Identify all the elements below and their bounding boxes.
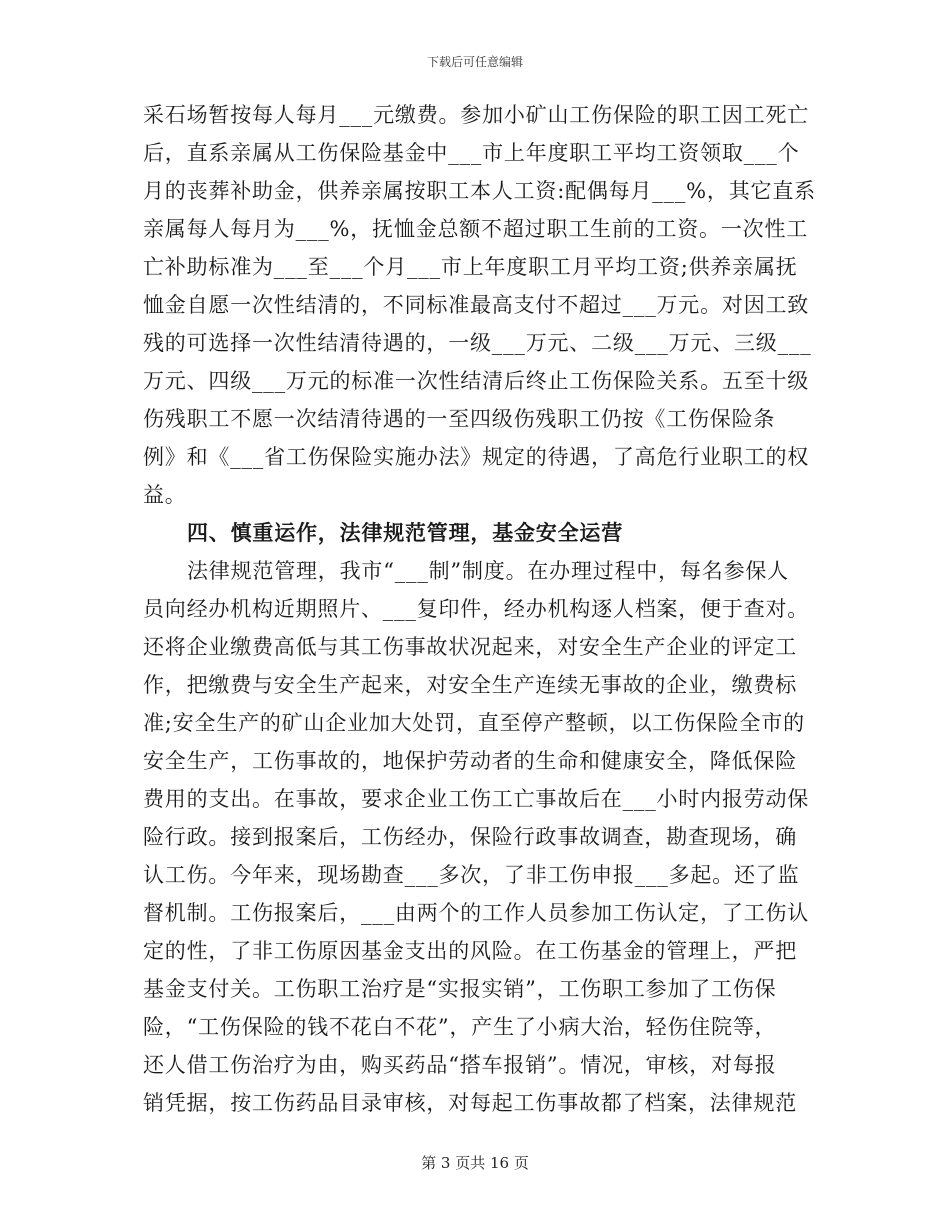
text-line: 亡补助标准为___至___个月___市上年度职工月平均工资;供养亲属抚 bbox=[143, 255, 798, 279]
text-line: 伤残职工不愿一次结清待遇的一至四级伤残职工仍按《工伤保险条 bbox=[143, 407, 776, 431]
text-line: 督机制。工伤报案后，___由两个的工作人员参加工伤认定，了工伤认 bbox=[143, 901, 810, 925]
text-line: 认工伤。今年来，现场勘查___多次，了非工伤申报___多起。还了监 bbox=[143, 863, 800, 887]
text-line: 作，把缴费与安全生产起来，对安全生产连续无事故的企业，缴费标 bbox=[143, 673, 797, 697]
text-line: 员向经办机构近期照片、___复印件，经办机构逐人档案，便于查对。 bbox=[143, 597, 810, 621]
text-line: 还将企业缴费高低与其工伤事故状况起来，对安全生产企业的评定工 bbox=[143, 635, 797, 659]
text-line: 恤金自愿一次性结清的，不同标准最高支付不超过___万元。对因工致 bbox=[143, 293, 810, 317]
text-line: 安全生产，工伤事故的，地保护劳动者的生命和健康安全，降低保险 bbox=[143, 749, 797, 773]
page-footer: 第 3 页共 16 页 bbox=[421, 1154, 529, 1172]
text-line: 万元、四级___万元的标准一次性结清后终止工伤保险关系。五至十级 bbox=[143, 369, 810, 393]
text-line: 还人借工伤治疗为由，购买药品“搭车报销”。情况，审核，对每报 bbox=[143, 1053, 777, 1077]
text-line: 益。 bbox=[143, 483, 187, 507]
text-line: 基金支付关。工伤职工治疗是“实报实销”，工伤职工参加了工伤保 bbox=[143, 977, 777, 1001]
text-line: 亲属每人每月为___%，抚恤金总额不超过职工生前的工资。一次性工 bbox=[143, 217, 809, 241]
text-line: 法律规范管理，我市“___制”制度。在办理过程中，每名参保人 bbox=[187, 559, 789, 583]
text-line: 定的性，了非工伤原因基金支出的风险。在工伤基金的管理上，严把 bbox=[143, 939, 797, 963]
page-header: 下载后可任意编辑 bbox=[426, 55, 523, 69]
text-line: 险，“工伤保险的钱不花白不花”，产生了小病大治，轻伤住院等， bbox=[143, 1015, 777, 1039]
text-line: 残的可选择一次性结清待遇的，一级___万元、二级___万元、三级___ bbox=[143, 331, 812, 355]
text-line: 费用的支出。在事故，要求企业工伤工亡事故后在___小时内报劳动保 bbox=[143, 787, 810, 811]
section-heading: 四、慎重运作，法律规范管理，基金安全运营 bbox=[187, 520, 623, 545]
document-body bbox=[143, 96, 816, 1122]
text-line: 例》和《___省工伤保险实施办法》规定的待遇，了高危行业职工的权 bbox=[143, 445, 810, 469]
text-line: 后，直系亲属从工伤保险基金中___市上年度职工平均工资领取___个 bbox=[143, 141, 800, 165]
text-line: 准;安全生产的矿山企业加大处罚，直至停产整顿，以工伤保险全市的 bbox=[143, 711, 805, 735]
text-line: 月的丧葬补助金，供养亲属按职工本人工资:配偶每月___%，其它直系 bbox=[143, 179, 816, 203]
text-line: 采石场暂按每人每月___元缴费。参加小矿山工伤保险的职工因工死亡 bbox=[143, 103, 810, 127]
text-line: 险行政。接到报案后，工伤经办，保险行政事故调查，勘查现场，确 bbox=[143, 825, 797, 849]
text-line: 销凭据，按工伤药品目录审核，对每起工伤事故都了档案，法律规范 bbox=[143, 1091, 797, 1115]
